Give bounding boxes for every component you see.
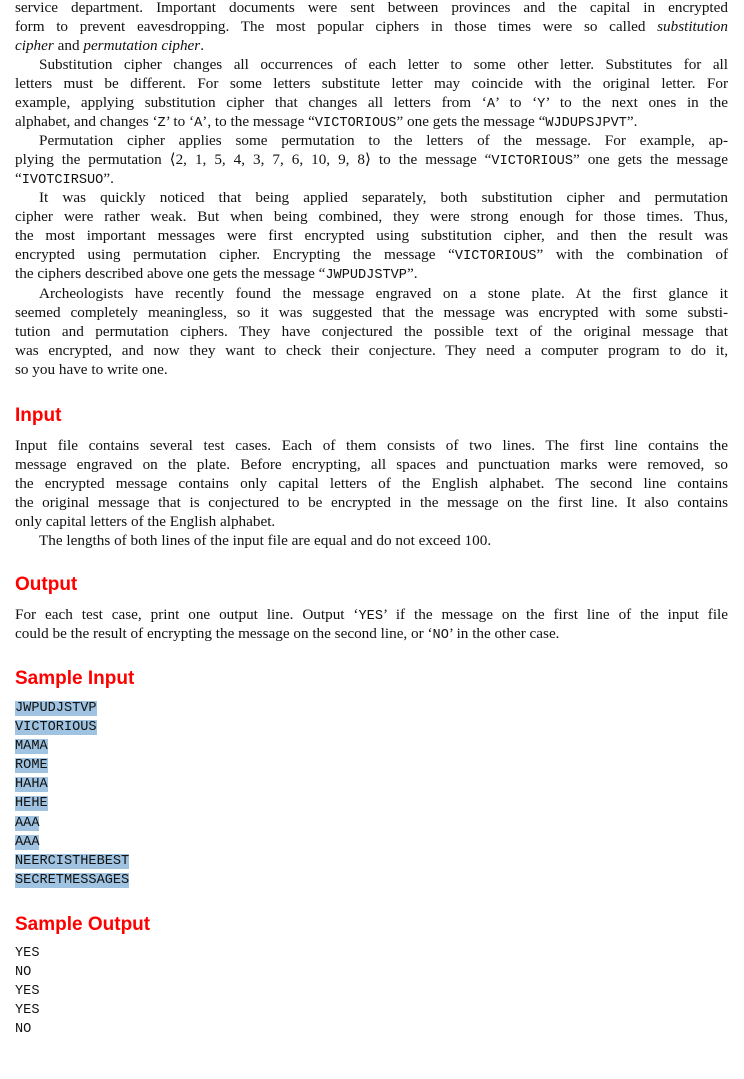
emphasis-text: permutation cipher: [83, 37, 201, 55]
sample-input-line: [15, 833, 129, 852]
text-line: [15, 341, 728, 360]
text-line: [15, 93, 728, 112]
text-run: Permutation cipher applies some permutation to the letters of the message. For example, ap-: [39, 132, 728, 149]
text-line: [15, 74, 728, 93]
emphasis-text: cipher: [15, 37, 54, 55]
text-run: Archeologists have recently found the message engraved on a stone plate. At the first glance it: [39, 285, 728, 302]
text-line: [15, 36, 728, 55]
sample-output-heading: Sample Output: [15, 914, 151, 935]
text-run: ’ if the message on the first line of the input file: [382, 606, 728, 623]
code-text: VICTORIOUS: [314, 116, 397, 132]
text-run: form to prevent eavesdropping. The most popular ciphers in those times were so called: [15, 18, 658, 36]
text-line: [15, 474, 728, 493]
archeologists-paragraph: [15, 284, 728, 379]
sample-input-text: AAA: [15, 834, 40, 850]
sample-input-block: [15, 699, 129, 890]
text-line: [15, 207, 728, 226]
text-line: [15, 493, 728, 512]
text-run: message engraved on the plate. Before encrypting, all spaces and punctuation marks were removed, so: [15, 456, 728, 474]
text-line: [15, 455, 728, 474]
text-run: ’, to the message “: [202, 113, 315, 131]
code-text: VICTORIOUS: [491, 154, 573, 170]
sample-input-line: [15, 775, 129, 794]
sample-input-line: [15, 871, 129, 890]
code-text: Z: [157, 116, 166, 132]
text-line: [15, 0, 728, 17]
text-run: ” one gets the message “: [396, 113, 546, 131]
sample-input-line: [15, 794, 129, 813]
sample-input-heading: Sample Input: [15, 668, 135, 689]
text-line: [15, 169, 728, 188]
sample-input-text: JWPUDJSTVP: [15, 701, 97, 716]
sample-input-line: [15, 814, 129, 833]
code-text: WJDUPSJPVT: [545, 116, 627, 132]
sample-output-block: [15, 944, 39, 1039]
output-description: [15, 605, 728, 643]
text-run: ’ in the other case.: [448, 625, 560, 643]
sample-input-text: HEHE: [15, 796, 48, 812]
text-line: [15, 150, 728, 169]
input-description: [15, 436, 728, 551]
text-run: The lengths of both lines of the input file are equal and do not exceed 100.: [39, 532, 492, 550]
code-text: NO: [432, 628, 449, 644]
text-run: the original message that is conjectured to be encrypted in the message on the first line. It also contains: [15, 494, 728, 512]
text-line: [15, 112, 728, 131]
text-run: letters must be different. For some letters substitute letter may coincide with the original letter. For: [15, 75, 728, 93]
text-run: the most important messages were first encrypted using substitution cipher, and then the result was: [15, 227, 728, 245]
sample-input-text: VICTORIOUS: [15, 720, 97, 736]
sample-output-line: NO: [15, 965, 32, 981]
text-run: Input file contains several test cases. Each of them consists of two lines. The first line contains the: [15, 437, 728, 454]
input-heading: Input: [15, 405, 62, 426]
sample-input-text: ROME: [15, 758, 48, 774]
text-run: only capital letters of the English alphabet.: [15, 513, 276, 531]
text-run: ” one gets the message: [572, 151, 729, 169]
text-line: [15, 303, 728, 322]
sample-input-line: [15, 756, 129, 775]
text-run: was encrypted, and now they want to check their conjecture. They need a computer program to do it,: [15, 342, 728, 360]
text-line: [15, 436, 728, 455]
text-run: example, applying substitution cipher that changes all letters from ‘: [15, 94, 487, 112]
text-run: and: [53, 37, 84, 55]
text-run: tution and permutation ciphers. They have conjectured the possible text of the original message that: [15, 323, 728, 341]
text-run: ’ to ‘: [495, 94, 538, 112]
sample-input-text: NEERCISTHEBEST: [15, 853, 130, 869]
code-text: Y: [537, 97, 546, 113]
text-run: encrypted using permutation cipher. Encrypting the message “: [15, 246, 455, 264]
text-line: [15, 322, 728, 341]
sample-output-line: YES: [15, 1003, 40, 1019]
text-run: seemed completely meaningless, so it was suggested that the message was encrypted with some substi-: [15, 304, 728, 322]
code-text: VICTORIOUS: [454, 249, 537, 265]
substitution-paragraph: [15, 55, 728, 131]
sample-output-line: YES: [15, 946, 40, 961]
sample-input-text: SECRETMESSAGES: [15, 872, 130, 888]
text-line: [15, 55, 728, 74]
text-line: [15, 245, 728, 264]
text-line: [15, 226, 728, 245]
sample-output-line: YES: [15, 984, 40, 1000]
text-line: [15, 284, 728, 303]
text-run: ’ to the next ones in the: [545, 94, 729, 112]
sample-input-line: [15, 699, 129, 718]
text-run: plying the permutation ⟨2, 1, 5, 4, 3, 7, 6, 10, 9, 8⟩ to the message “: [15, 151, 492, 169]
sample-input-text: HAHA: [15, 777, 48, 793]
emphasis-text: substitution: [657, 18, 728, 36]
text-line: [15, 188, 728, 207]
text-line: [15, 512, 728, 531]
sample-output-line: NO: [15, 1022, 32, 1038]
combined-paragraph: [15, 188, 728, 283]
intro-paragraph: [15, 0, 728, 55]
text-run: service department. Important documents were sent between provinces and the capital in encrypted: [15, 0, 728, 16]
text-line: [15, 605, 728, 624]
text-run: For each test case, print one output line. Output ‘: [15, 606, 359, 623]
text-run: so you have to write one.: [15, 361, 168, 379]
sample-input-line: [15, 737, 129, 756]
text-run: .: [200, 37, 204, 55]
text-line: [15, 360, 728, 379]
code-text: JWPUDJSTVP: [325, 268, 407, 284]
code-text: A: [194, 116, 203, 132]
text-run: ’ to ‘: [165, 113, 195, 131]
text-run: the encrypted message contains only capital letters of the English alphabet. The second line contains: [15, 475, 728, 493]
text-line: [15, 17, 728, 36]
text-run: Substitution cipher changes all occurrences of each letter to some other letter. Substitutes for all: [39, 56, 728, 73]
code-text: A: [486, 97, 495, 113]
code-text: IVOTCIRSUO: [21, 173, 104, 189]
text-run: could be the result of encrypting the message on the second line, or ‘: [15, 625, 433, 643]
sample-input-line: [15, 852, 129, 871]
permutation-paragraph: [15, 131, 728, 188]
text-line: [15, 264, 728, 283]
sample-input-line: [15, 718, 129, 737]
text-run: alphabet, and changes ‘: [15, 113, 158, 131]
text-run: “: [15, 170, 22, 188]
text-run: ” with the combination of: [536, 246, 729, 264]
text-line: [15, 131, 728, 150]
sample-input-text: AAA: [15, 815, 40, 831]
text-run: ”.: [406, 265, 418, 283]
text-line: [15, 624, 728, 643]
text-line: [15, 531, 728, 550]
text-run: ”.: [103, 170, 114, 188]
sample-input-text: MAMA: [15, 739, 48, 755]
text-run: the ciphers described above one gets the message “: [15, 265, 326, 283]
code-text: YES: [358, 609, 383, 624]
output-heading: Output: [15, 574, 78, 595]
text-run: It was quickly noticed that being applied separately, both substitution cipher and permutation: [39, 189, 728, 206]
text-run: cipher were rather weak. But when being combined, they were strong enough for those times. Thus,: [15, 208, 728, 226]
text-run: ”.: [626, 113, 638, 131]
